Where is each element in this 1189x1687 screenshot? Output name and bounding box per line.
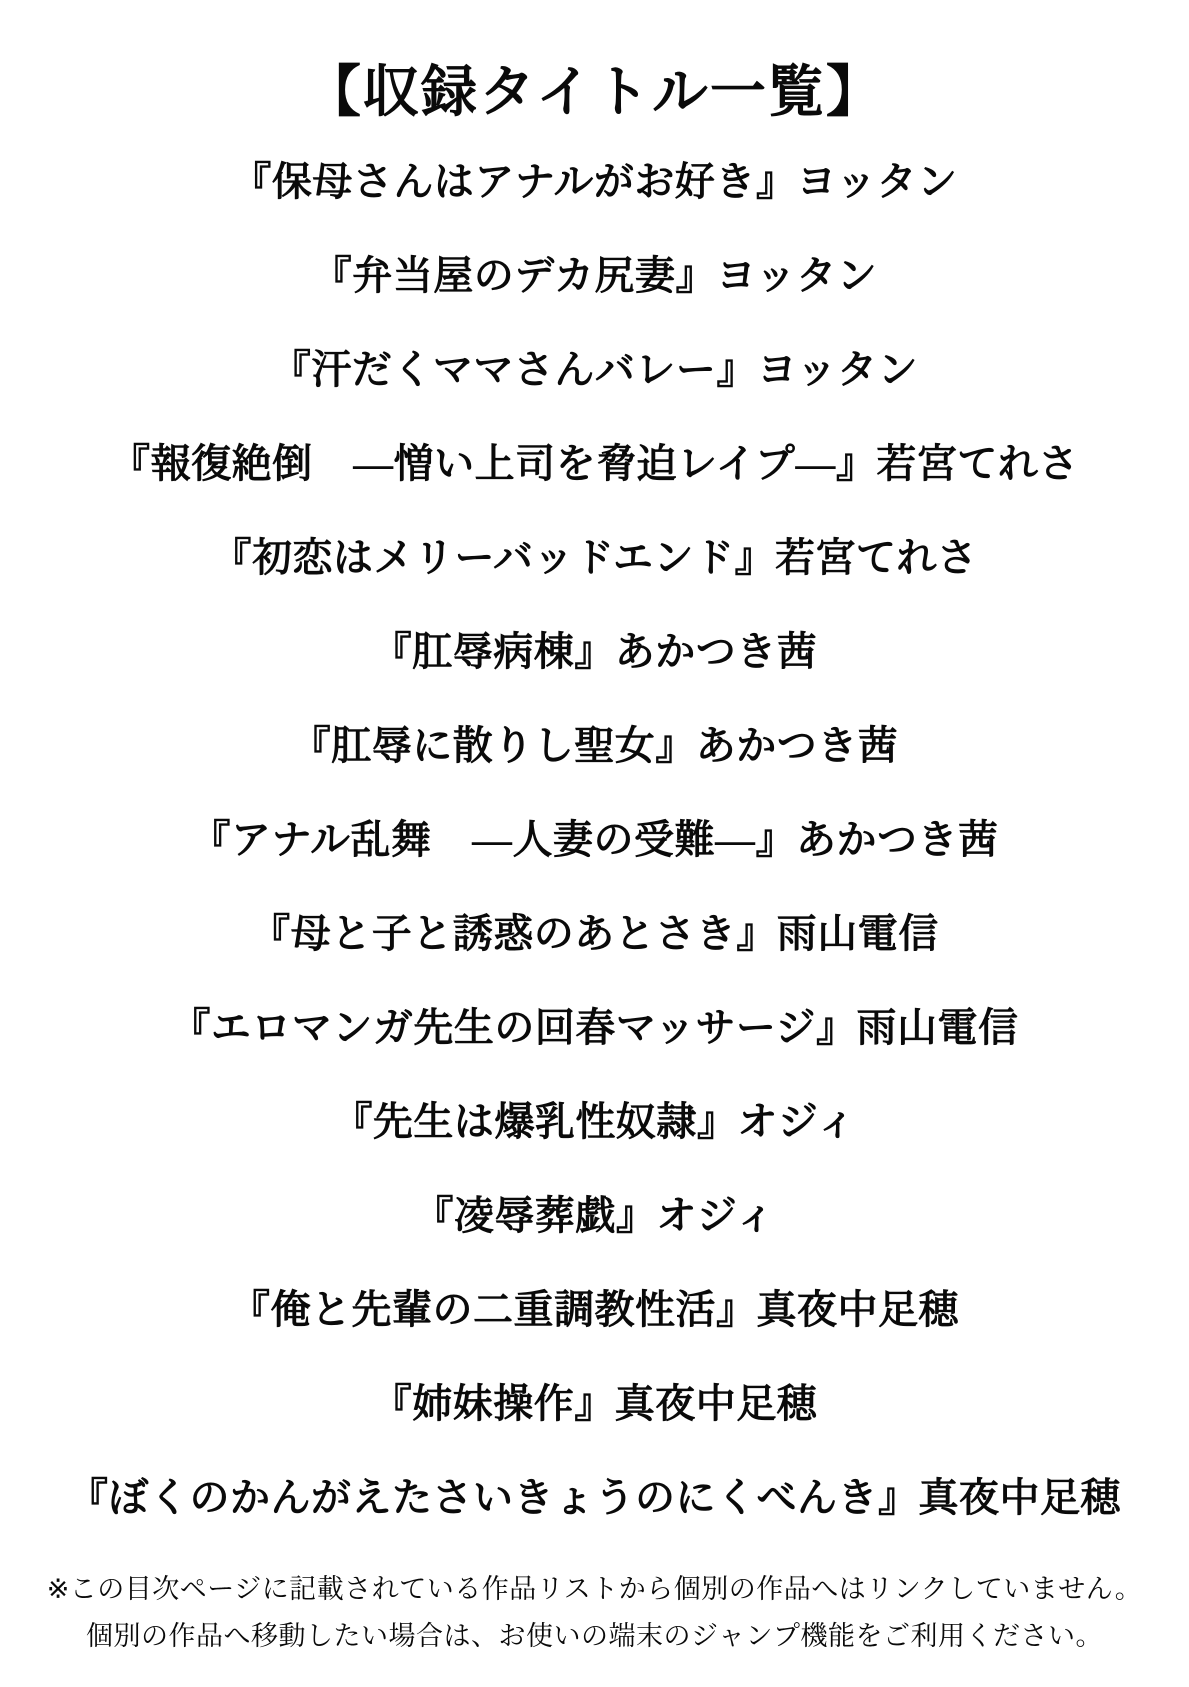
toc-entry: 『汗だくママさんバレー』ヨッタン	[270, 347, 919, 392]
toc-entry: 『母と子と誘惑のあとさき』雨山電信	[250, 911, 939, 956]
toc-entry: 『先生は爆乳性奴隷』オジィ	[332, 1099, 857, 1144]
toc-entry: 『アナル乱舞 ―人妻の受難―』あかつき茜	[190, 817, 999, 862]
toc-entry-list	[68, 159, 1121, 1520]
footer-note	[47, 1574, 1143, 1652]
toc-entry: 『肛辱に散りし聖女』あかつき茜	[290, 723, 899, 768]
toc-entry: 『初恋はメリーバッドエンド』若宮てれさ	[211, 535, 978, 580]
toc-entry: 『保母さんはアナルがお好き』ヨッタン	[231, 159, 958, 204]
toc-entry: 『凌辱葬戯』オジィ	[413, 1193, 776, 1238]
page-title: 【収録タイトル一覧】	[305, 62, 884, 124]
toc-entry: 『報復絶倒 ―憎い上司を脅迫レイプ―』若宮てれさ	[110, 441, 1079, 486]
toc-entry: 『ぼくのかんがえたさいきょうのにくべんき』真夜中足穂	[68, 1475, 1121, 1520]
toc-entry: 『姉妹操作』真夜中足穂	[371, 1381, 818, 1426]
toc-entry: 『肛辱病棟』あかつき茜	[371, 629, 818, 674]
toc-entry: 『俺と先輩の二重調教性活』真夜中足穂	[230, 1287, 959, 1332]
toc-entry: 『弁当屋のデカ尻妻』ヨッタン	[311, 253, 878, 298]
footer-note-line1: ※この目次ページに記載されている作品リストから個別の作品へはリンクしていません。	[46, 1574, 1143, 1604]
footer-note-line2: 個別の作品へ移動したい場合は、お使いの端末のジャンプ機能をご利用ください。	[86, 1621, 1103, 1652]
toc-entry: 『エロマンガ先生の回春マッサージ』雨山電信	[170, 1005, 1019, 1050]
